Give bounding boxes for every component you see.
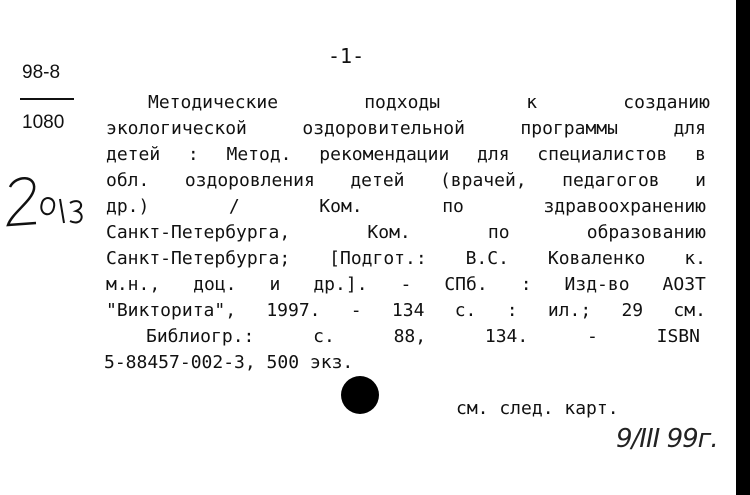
card-word: СПб. — [444, 274, 488, 295]
card-line — [104, 350, 704, 376]
card-word: ISBN — [656, 326, 700, 347]
card-word: для — [673, 118, 706, 139]
card-word: Методические — [148, 92, 279, 113]
shelf-mark: 98-8 — [22, 62, 61, 83]
card-word: в — [695, 144, 706, 165]
card-word: оздоровления — [184, 170, 315, 191]
page-number: -1- — [328, 44, 365, 68]
card-word: 1997. — [266, 300, 321, 321]
card-word: др.]. — [313, 274, 368, 295]
call-number: 1080 — [22, 112, 65, 133]
card-word: / — [228, 196, 240, 217]
card-word: см. — [673, 300, 706, 321]
card-word: Ком. — [319, 196, 363, 217]
card-word: Коваленко — [547, 248, 646, 269]
card-word: : — [506, 300, 518, 321]
card-word: оздоровительной — [302, 118, 465, 139]
card-word: специалистов — [537, 144, 668, 165]
card-word: (врачей, — [439, 170, 527, 191]
card-line — [148, 90, 710, 116]
card-word: по — [442, 196, 464, 217]
card-word: к. — [684, 248, 706, 269]
card-word: [Подгот.: — [329, 248, 427, 269]
card-word: экологической — [106, 118, 247, 139]
card-line — [106, 246, 706, 272]
card-word: Метод. — [226, 144, 292, 165]
card-word: к — [526, 92, 538, 113]
card-word: детей — [106, 144, 161, 165]
card-word: 134 — [391, 300, 425, 321]
card-line — [106, 272, 706, 298]
card-word: здравоохранению — [543, 196, 706, 217]
card-line — [106, 194, 706, 220]
card-word: Санкт-Петербурга, — [106, 222, 291, 243]
card-word: образованию — [586, 222, 706, 243]
card-line — [106, 116, 706, 142]
card-word: с. — [454, 300, 477, 321]
card-word: для — [477, 144, 510, 165]
card-word: детей — [350, 170, 405, 191]
card-word: 5-88457-002-3, 500 экз. — [104, 352, 354, 373]
handwritten-date: 9/III 99г. — [616, 424, 718, 454]
card-word: подходы — [364, 92, 441, 113]
card-word: обл. — [106, 170, 150, 191]
card-line — [146, 324, 700, 350]
handwritten-stamp — [2, 173, 88, 233]
card-line — [106, 220, 706, 246]
card-word: программы — [520, 118, 618, 139]
card-word: с. — [313, 326, 335, 347]
card-line — [106, 298, 706, 324]
card-line — [106, 168, 706, 194]
card-word: и — [269, 274, 281, 295]
card-word: - — [587, 326, 598, 347]
card-word: рекомендации — [319, 144, 450, 165]
card-word: доц. — [193, 274, 237, 295]
card-line — [106, 142, 706, 168]
card-word: др.) — [106, 196, 150, 217]
continuation-note: см. след. карт. — [456, 398, 619, 419]
card-word: и — [695, 170, 706, 191]
divider-line — [20, 98, 74, 100]
card-word: "Викторита", — [106, 300, 237, 321]
card-word: АОЗТ — [662, 274, 706, 295]
card-word: созданию — [623, 92, 710, 113]
card-word: 134. — [484, 326, 529, 347]
card-word: - — [350, 300, 362, 321]
card-word: Библиогр.: — [146, 326, 255, 347]
card-word: Ком. — [367, 222, 411, 243]
card-word: Изд-во — [564, 274, 630, 295]
card-word: 88, — [393, 326, 427, 347]
card-word: педагогов — [562, 170, 660, 191]
card-word: Санкт-Петербурга; — [106, 248, 291, 269]
card-word: 29 — [621, 300, 644, 321]
card-word: : — [187, 144, 199, 165]
card-word: : — [520, 274, 532, 295]
punch-hole — [341, 376, 379, 414]
card-word: по — [487, 222, 510, 243]
card-word: м.н., — [106, 274, 161, 295]
card-word: ил.; — [547, 300, 592, 321]
card-word: - — [400, 274, 412, 295]
card-word: В.С. — [465, 248, 509, 269]
